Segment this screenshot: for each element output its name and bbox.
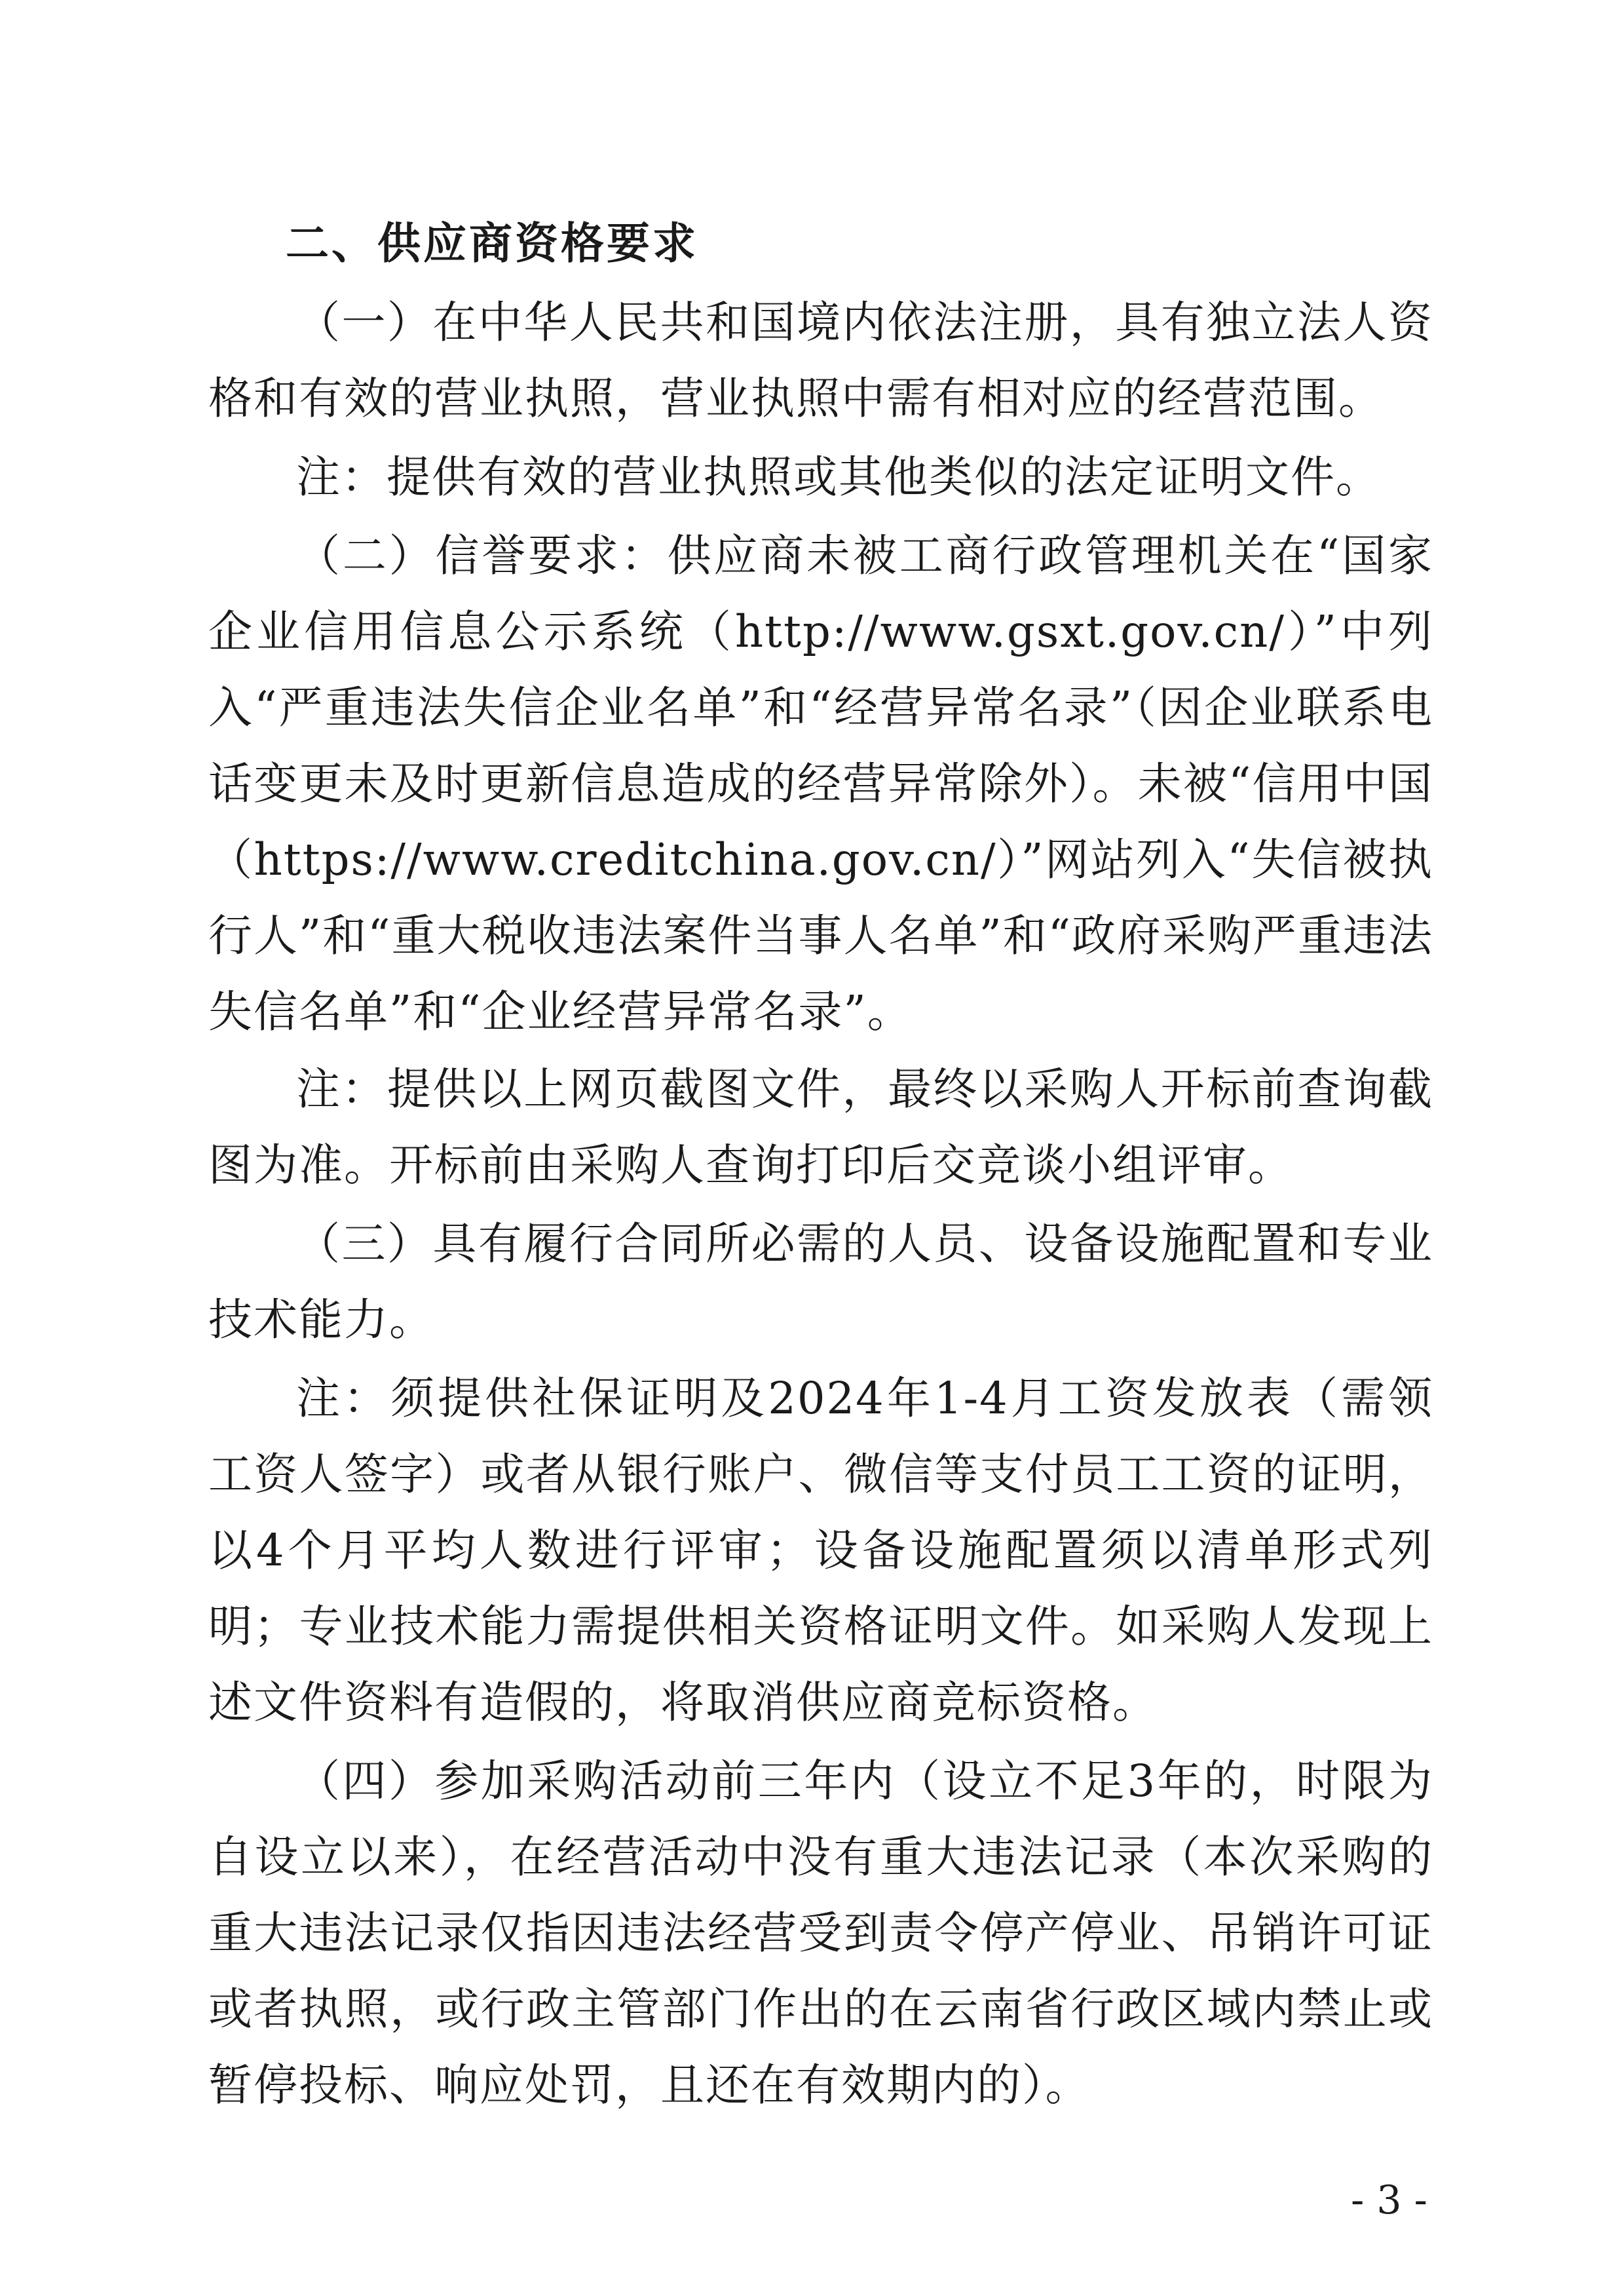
note-1: 注：提供有效的营业执照或其他类似的法定证明文件。 [296,451,1381,503]
note-3: 注：须提供社保证明及2024年1-4月工资发放表（需领工资人签字）或者从银行账户、微信等支付员工工资的证明，以4个月平均人数进行评审；设备设施配置须以清单形式列明；专业技术能力需提供相关资格证明文件。如采购人发现上述文件资料有造假的，将取消供应商竞标资格。 [208,1373,1433,1728]
note-2: 注：提供以上网页截图文件，最终以采购人开标前查询截图为准。开标前由采购人查询打印后交竞谈小组评审。 [208,1063,1433,1191]
paragraph-3: （三）具有履行合同所必需的人员、设备设施配置和专业技术能力。 [208,1218,1433,1345]
section-heading: 二、供应商资格要求 [286,218,698,269]
paragraph-2: （二）信誉要求：供应商未被工商行政管理机关在“国家企业信用信息公示系统（http://www.gsxt.gov.cn/）”中列入“严重违法失信企业名单”和“经营异常名录”（因企业联系电话变更未及时更新信息造成的经营异常除外）。未被“信用中国（https://www.creditchina.gov.cn/）”网站列入“失信被执行人”和“重大税收违法案件当事人名单”和“政府采购严重违法失信名单”和“企业经营异常名录”。 [208,530,1434,1037]
page-number: - 3 - [1351,2177,1427,2223]
paragraph-1: （一）在中华人民共和国境内依法注册，具有独立法人资格和有效的营业执照，营业执照中需有相对应的经营范围。 [208,297,1433,424]
paragraph-4: （四）参加采购活动前三年内（设立不足3年的，时限为自设立以来），在经营活动中没有重大违法记录（本次采购的重大违法记录仅指因违法经营受到责令停产停业、吊销许可证或者执照，或行政主管部门作出的在云南省行政区域内禁止或暂停投标、响应处罚，且还在有效期内的）。 [208,1755,1433,2111]
